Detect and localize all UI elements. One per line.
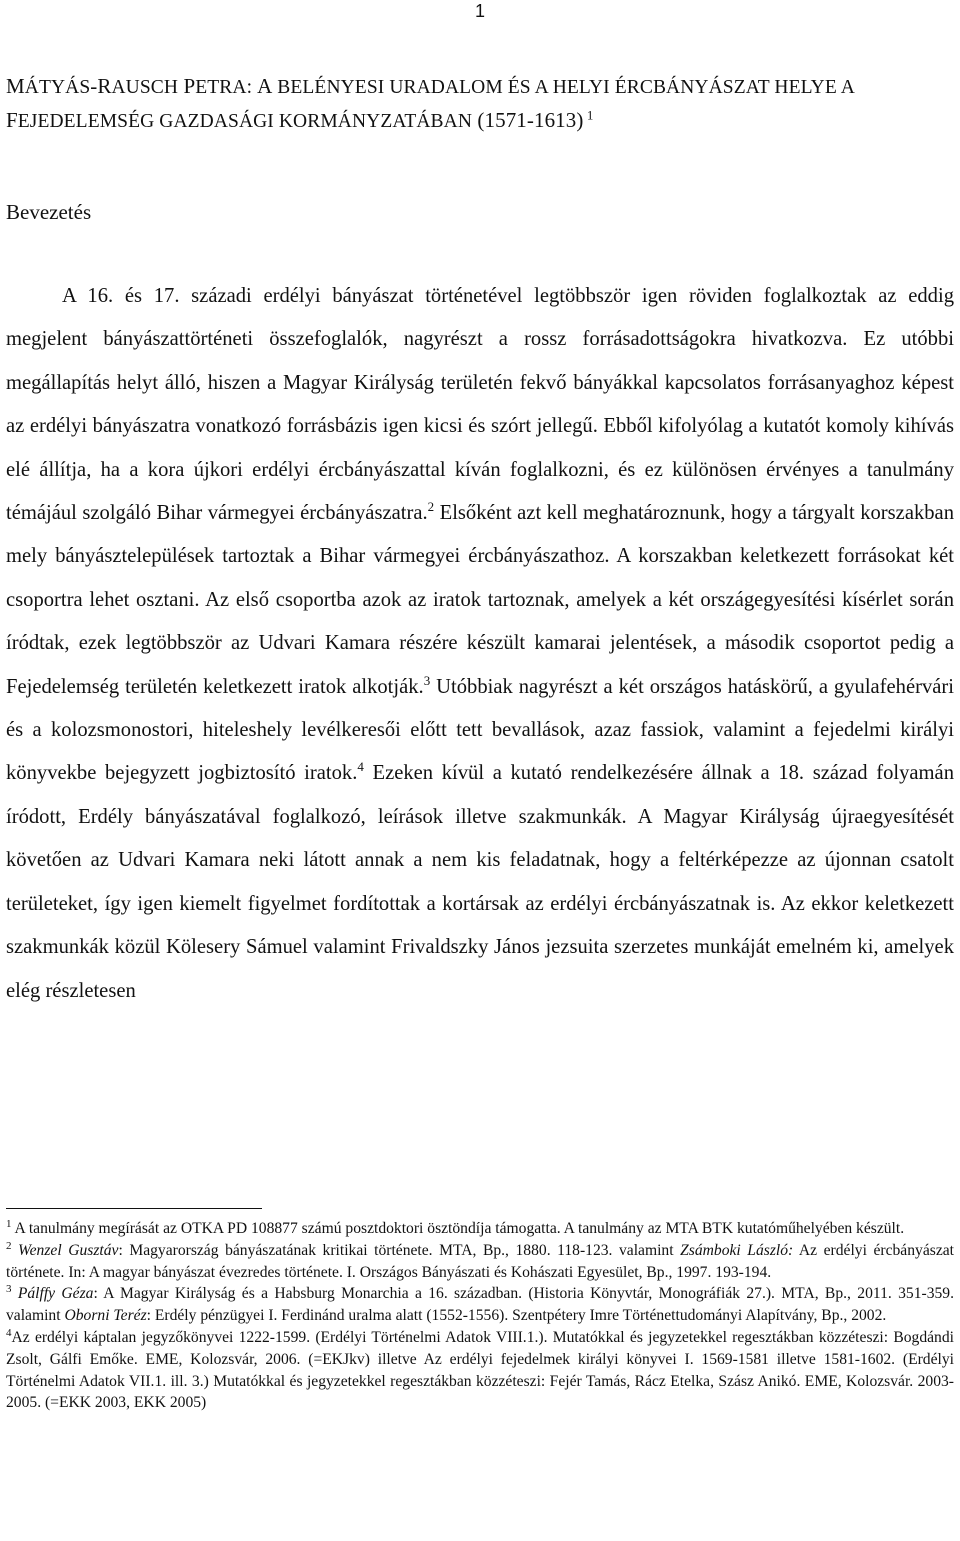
footnote-author: Zsámboki László: [680,1241,794,1259]
title-footnote-ref: 1 [583,107,594,123]
body-text-part: Utóbbiak nagyrészt a két országos hatáskörű, a gyulafehérvári és a kolozsmonostori, hiteleshely levélkeresői előtt tett bevallások, azaz fassiok, valamint a fejedelmi királyi könyvekbe bejegyzett jogbiztosító iratok. [6,675,954,785]
title-author-part: ÁTYÁS [24,77,91,98]
title-initial-f: F [6,108,18,132]
footnote-text: A tanulmány megírását az OTKA PD 108877 számú posztdoktori ösztöndíja támogatta. A tanulmány az MTA BTK kutatóműhelyében készült. [11,1220,905,1237]
body-text-part: Elsőként azt kell meghatároznunk, hogy a tárgyalt korszakban mely bányásztelepülések tartoztak a Bihar vármegyei ércbányászathoz. A korszakban keletkezett forrásokat két csoportra lehet osztani. Az első csoportba azok az iratok tartoznak, amelyek a két országegyesítési kísérlet során íródtak, ezek legtöbbször az Udvari Kamara részére készült kamarai jelentések, a második csoportot pedig a Fejedelemség területén keletkezett iratok alkotják. [6,502,954,698]
title-author-part: ETRA [195,77,247,98]
footnote-text: : A Magyar Királyság és a Habsburg Monarchia a 16. században. (Historia Könyvtár, Monográfiák 27.). MTA, Bp., 2011. 351-359. valamint [6,1285,954,1325]
section-heading: Bevezetés [6,200,92,224]
body-paragraph [6,275,954,1013]
body-text-part: A 16. és 17. századi erdélyi bányászat történetével legtöbbször igen röviden foglalkoztak az eddig megjelent bányászattörténeti összefoglalók, nagyrészt a rossz forrásadottságokra hivatkozva. Ez utóbbi megállapítás helyt álló, hiszen a Magyar Királyság területén fekvő bányákkal kapcsolatos forrásanyaghoz képest az erdélyi bányászatra vonatkozó forrásbázis igen kicsi és szórt jellegű. Ebből kifolyólag a kutatót komoly kihívás elé állítja, ha a kora újkori erdélyi ércbányászattal kíván foglalkozni, és ez különösen érvényes a tanulmány témájául szolgáló Bihar vármegyei ércbányászatra. [6,285,954,525]
footnote-text: : Magyarország bányászatának kritikai története. MTA, Bp., 1880. 118-123. valamint [118,1241,681,1259]
footnote-author: Oborni Teréz [64,1307,147,1325]
footnote-1 [6,1218,954,1240]
title-initial-a: A [257,74,273,98]
footnote-number: 2 [6,1239,12,1252]
footnote-number: 1 [6,1217,12,1230]
footnote-ref-3: 3 [423,672,431,688]
footnote-text: Az erdélyi káptalan jegyzőkönyvei 1222-1599. (Erdélyi Történelmi Adatok VIII.1.). Mutatókkal és jegyzetekkel regesztákban közzéteszi: Bogdándi Zsolt, Gálfi Emőke. EME, Kolozsvár, 2006. (=EKJkv) illetve Az erdélyi fejedelmek királyi könyvei I. 1569-1581 illetve 1581-1602. (Erdélyi Történelmi Adatok VII.1. ill. 3.) Mutatókkal és jegyzetekkel regesztákban közzéteszi: Fejér Tamás, Rácz Etelka, Szász Anikó. EME, Kolozsvár. 2003-2005. (=EKK 2003, EKK 2005) [6,1328,954,1412]
body-text-part: Ezeken kívül a kutató rendelkezésére állnak a 18. század folyamán íródott, Erdély bányászatával foglalkozó, leírások illetve szakmunkák. A Magyar Királyság újraegyesítését követően az Udvari Kamara neki látott annak a nem kis feladatnak, hogy a feltérképezze az újonnan csatolt területeket, így igen kiemelt figyelmet fordítottak a kortársak az erdélyi ércbányászatnak is. Az ekkor keletkezett szakmunkák közül Kölesery Sámuel valamint Frivaldszky János jezsuita szerzetes munkáját emelném ki, amelyek elég részletesen [6,762,954,1002]
footnote-separator [6,1208,262,1209]
title-years: (1571-1613) [472,108,584,132]
footnote-3 [6,1283,954,1327]
title-author-initial-r: -R [90,74,112,98]
footnote-text: Az erdélyi ércbányászat története. In: A magyar bányászat évezredes története. I. Országos Bányászati és Kohászati Egyesület, Bp., 1997. 193-194. [6,1241,954,1281]
footnote-text: : Erdély pénzügyei I. Ferdinánd uralma alatt (1552-1556). Szentpétery Imre Történettudományi Alapítvány, Bp., 2002. [146,1307,887,1325]
footnote-number: 4 [6,1326,12,1339]
page-number: 1 [474,1,485,21]
footnote-4 [6,1327,954,1414]
footnote-ref-2: 2 [427,499,435,515]
title-line-1: BELÉNYESI URADALOM ÉS A HELYI ÉRCBÁNYÁSZAT HELYE A [272,77,855,98]
footnote-number: 3 [6,1283,12,1296]
title-line-2: EJEDELEMSÉG GAZDASÁGI KORMÁNYZATÁBAN [17,111,473,132]
title-colon: : [246,77,258,98]
article-title [6,70,954,138]
title-author-part: AUSCH [111,77,179,98]
title-author-initial-p: P [178,74,196,98]
title-author-initial-m: M [6,74,25,98]
footnote-author: Pálffy Géza [11,1285,94,1303]
footnote-author: Wenzel Gusztáv [11,1241,119,1259]
footnote-2 [6,1240,954,1284]
footnote-ref-4: 4 [357,759,364,775]
footnotes [6,1218,954,1414]
